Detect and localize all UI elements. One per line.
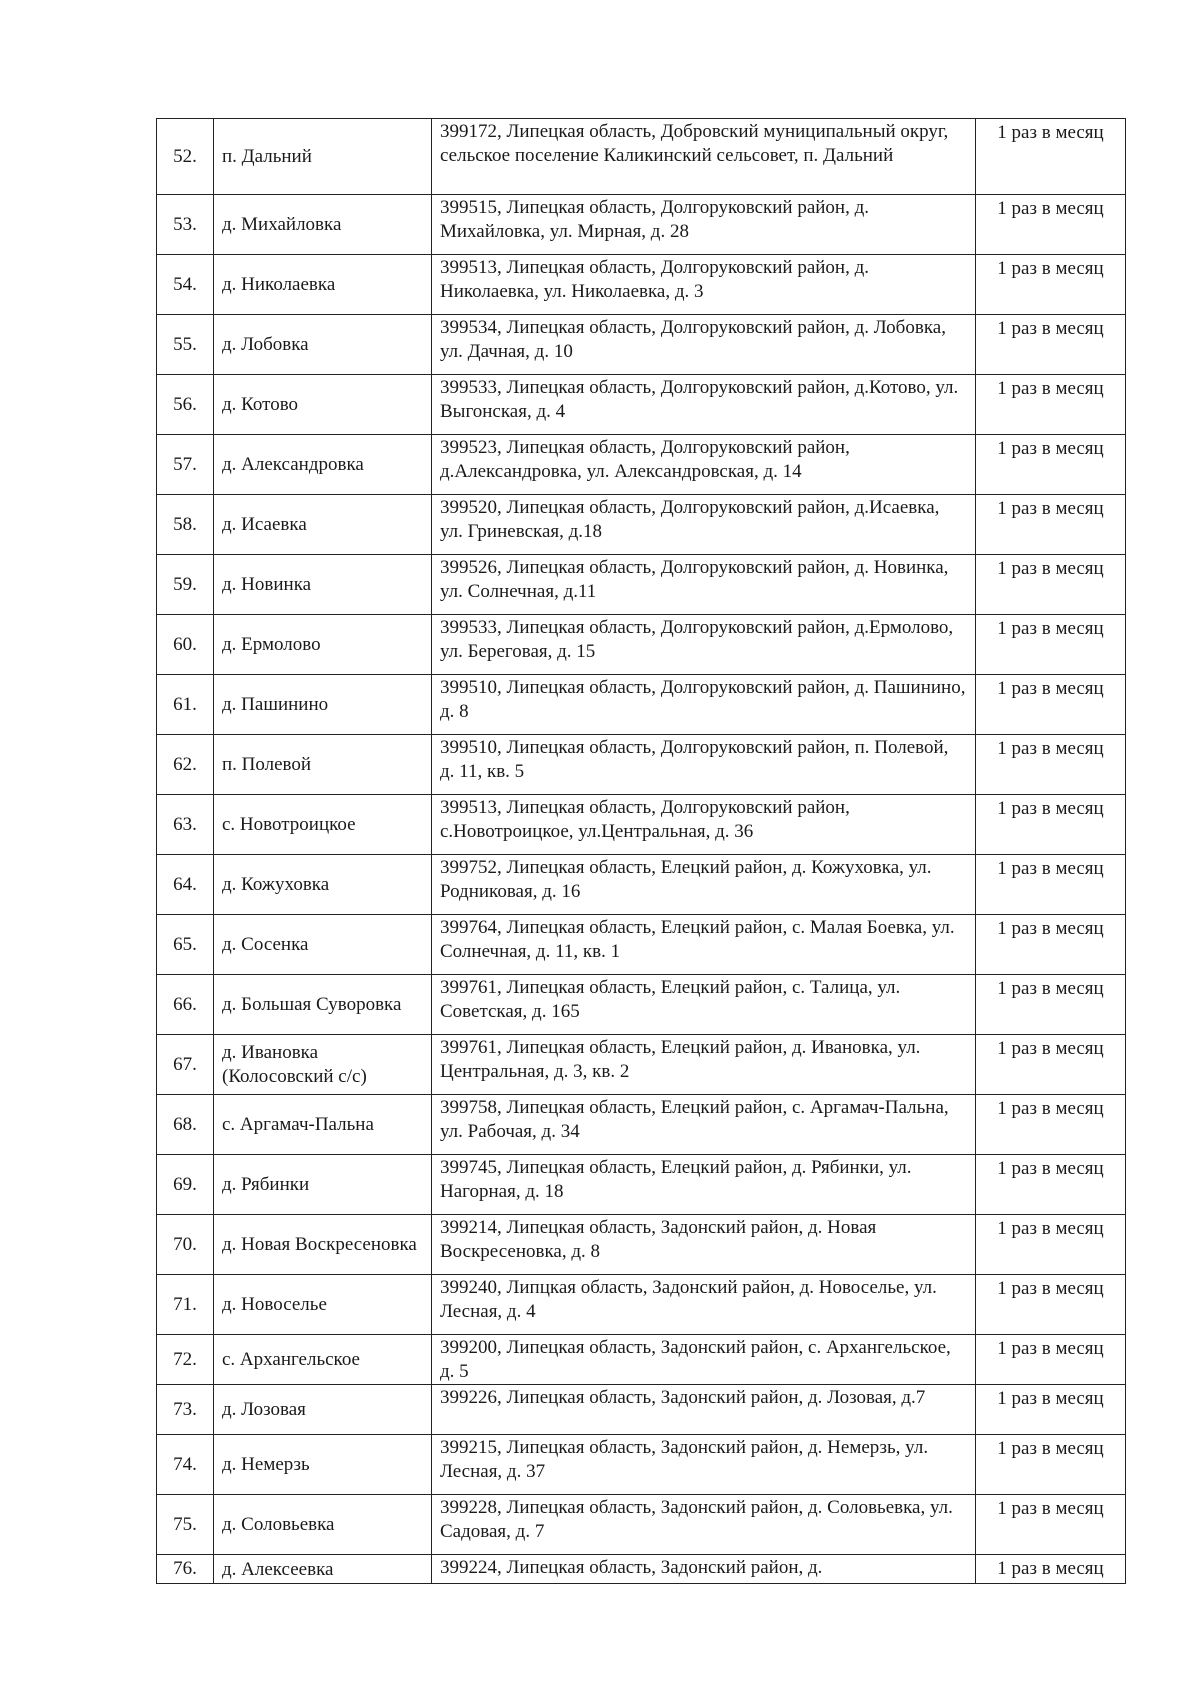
row-number: 54.: [157, 255, 214, 315]
settlement-address: 399513, Липецкая область, Долгоруковский район, с.Новотроицкое, ул.Центральная, д. 36: [432, 795, 976, 855]
settlement-address: 399764, Липецкая область, Елецкий район, с. Малая Боевка, ул. Солнечная, д. 11, кв. 1: [432, 915, 976, 975]
settlement-address: 399510, Липецкая область, Долгоруковский район, п. Полевой, д. 11, кв. 5: [432, 735, 976, 795]
table-row: [157, 315, 1126, 375]
settlement-address: 399224, Липецкая область, Задонский район, д.: [432, 1555, 976, 1584]
table-row: [157, 1335, 1126, 1385]
settlement-address: 399752, Липецкая область, Елецкий район, д. Кожуховка, ул. Родниковая, д. 16: [432, 855, 976, 915]
row-number: 76.: [157, 1555, 214, 1584]
settlement-address: 399534, Липецкая область, Долгоруковский район, д. Лобовка, ул. Дачная, д. 10: [432, 315, 976, 375]
settlement-address: 399533, Липецкая область, Долгоруковский район, д.Котово, ул. Выгонская, д. 4: [432, 375, 976, 435]
settlement-address: 399515, Липецкая область, Долгоруковский район, д. Михайловка, ул. Мирная, д. 28: [432, 195, 976, 255]
settlement-name: с. Новотроицкое: [214, 795, 432, 855]
settlement-name: д. Рябинки: [214, 1155, 432, 1215]
settlement-name: д. Котово: [214, 375, 432, 435]
visit-frequency: 1 раз в месяц: [976, 675, 1126, 735]
table-row: [157, 795, 1126, 855]
row-number: 53.: [157, 195, 214, 255]
settlement-name: п. Полевой: [214, 735, 432, 795]
visit-frequency: 1 раз в месяц: [976, 375, 1126, 435]
settlement-address: 399513, Липецкая область, Долгоруковский район, д. Николаевка, ул. Николаевка, д. 3: [432, 255, 976, 315]
settlement-name: д. Исаевка: [214, 495, 432, 555]
settlement-address: 399520, Липецкая область, Долгоруковский район, д.Исаевка, ул. Гриневская, д.18: [432, 495, 976, 555]
table-row: [157, 495, 1126, 555]
table-row: [157, 1555, 1126, 1584]
visit-frequency: 1 раз в месяц: [976, 495, 1126, 555]
row-number: 63.: [157, 795, 214, 855]
row-number: 55.: [157, 315, 214, 375]
visit-frequency: 1 раз в месяц: [976, 795, 1126, 855]
row-number: 64.: [157, 855, 214, 915]
row-number: 57.: [157, 435, 214, 495]
visit-frequency: 1 раз в месяц: [976, 555, 1126, 615]
document-page: [156, 118, 1125, 1584]
visit-frequency: 1 раз в месяц: [976, 1385, 1126, 1435]
table-row: [157, 1155, 1126, 1215]
visit-frequency: 1 раз в месяц: [976, 119, 1126, 195]
settlement-name: с. Архангельское: [214, 1335, 432, 1385]
settlement-name: д. Александровка: [214, 435, 432, 495]
table-row: [157, 375, 1126, 435]
settlement-name: д. Соловьевка: [214, 1495, 432, 1555]
settlement-address: 399226, Липецкая область, Задонский район, д. Лозовая, д.7: [432, 1385, 976, 1435]
settlement-name: д. Алексеевка: [214, 1555, 432, 1584]
visit-frequency: 1 раз в месяц: [976, 1275, 1126, 1335]
table-row: [157, 675, 1126, 735]
row-number: 68.: [157, 1095, 214, 1155]
table-row: [157, 1035, 1126, 1095]
table-row: [157, 735, 1126, 795]
settlement-address: 399758, Липецкая область, Елецкий район, с. Аргамач-Пальна, ул. Рабочая, д. 34: [432, 1095, 976, 1155]
row-number: 67.: [157, 1035, 214, 1095]
visit-frequency: 1 раз в месяц: [976, 1335, 1126, 1385]
settlement-name: д. Новинка: [214, 555, 432, 615]
settlement-name: д. Кожуховка: [214, 855, 432, 915]
row-number: 62.: [157, 735, 214, 795]
settlement-name: д. Пашинино: [214, 675, 432, 735]
row-number: 60.: [157, 615, 214, 675]
row-number: 52.: [157, 119, 214, 195]
settlement-address: 399200, Липецкая область, Задонский район, с. Архангельское, д. 5: [432, 1335, 976, 1385]
table-row: [157, 1495, 1126, 1555]
row-number: 73.: [157, 1385, 214, 1435]
settlement-address: 399533, Липецкая область, Долгоруковский район, д.Ермолово, ул. Береговая, д. 15: [432, 615, 976, 675]
table-row: [157, 119, 1126, 195]
row-number: 58.: [157, 495, 214, 555]
table-row: [157, 555, 1126, 615]
table-row: [157, 855, 1126, 915]
table-row: [157, 1215, 1126, 1275]
settlement-name: д. Михайловка: [214, 195, 432, 255]
row-number: 56.: [157, 375, 214, 435]
settlement-name: д. Немерзь: [214, 1435, 432, 1495]
schedule-table-body: [157, 119, 1126, 1584]
settlement-name: д. Сосенка: [214, 915, 432, 975]
row-number: 75.: [157, 1495, 214, 1555]
row-number: 61.: [157, 675, 214, 735]
settlement-name: д. Новоселье: [214, 1275, 432, 1335]
settlement-name: д. Лозовая: [214, 1385, 432, 1435]
table-row: [157, 1385, 1126, 1435]
visit-frequency: 1 раз в месяц: [976, 1495, 1126, 1555]
settlement-address: 399510, Липецкая область, Долгоруковский район, д. Пашинино, д. 8: [432, 675, 976, 735]
settlement-address: 399172, Липецкая область, Добровский муниципальный округ, сельское поселение Каликинский сельсовет, п. Дальний: [432, 119, 976, 195]
settlement-name: п. Дальний: [214, 119, 432, 195]
table-row: [157, 975, 1126, 1035]
table-row: [157, 1095, 1126, 1155]
visit-frequency: 1 раз в месяц: [976, 255, 1126, 315]
table-row: [157, 195, 1126, 255]
row-number: 65.: [157, 915, 214, 975]
settlement-address: 399214, Липецкая область, Задонский район, д. Новая Воскресеновка, д. 8: [432, 1215, 976, 1275]
table-row: [157, 255, 1126, 315]
visit-frequency: 1 раз в месяц: [976, 315, 1126, 375]
settlement-address: 399526, Липецкая область, Долгоруковский район, д. Новинка, ул. Солнечная, д.11: [432, 555, 976, 615]
settlement-name: д. Лобовка: [214, 315, 432, 375]
row-number: 59.: [157, 555, 214, 615]
visit-frequency: 1 раз в месяц: [976, 1095, 1126, 1155]
table-row: [157, 435, 1126, 495]
visit-frequency: 1 раз в месяц: [976, 855, 1126, 915]
visit-frequency: 1 раз в месяц: [976, 195, 1126, 255]
table-row: [157, 1275, 1126, 1335]
visit-frequency: 1 раз в месяц: [976, 975, 1126, 1035]
visit-frequency: 1 раз в месяц: [976, 615, 1126, 675]
row-number: 69.: [157, 1155, 214, 1215]
schedule-table: [156, 118, 1126, 1584]
settlement-name: с. Аргамач-Пальна: [214, 1095, 432, 1155]
row-number: 71.: [157, 1275, 214, 1335]
visit-frequency: 1 раз в месяц: [976, 435, 1126, 495]
settlement-address: 399761, Липецкая область, Елецкий район, д. Ивановка, ул. Центральная, д. 3, кв. 2: [432, 1035, 976, 1095]
settlement-name: д. Николаевка: [214, 255, 432, 315]
row-number: 74.: [157, 1435, 214, 1495]
settlement-address: 399745, Липецкая область, Елецкий район, д. Рябинки, ул. Нагорная, д. 18: [432, 1155, 976, 1215]
settlement-name: д. Большая Суворовка: [214, 975, 432, 1035]
settlement-name: д. Новая Воскресеновка: [214, 1215, 432, 1275]
settlement-name: д. Ивановка (Колосовский с/с): [214, 1035, 432, 1095]
visit-frequency: 1 раз в месяц: [976, 1435, 1126, 1495]
table-row: [157, 915, 1126, 975]
visit-frequency: 1 раз в месяц: [976, 1215, 1126, 1275]
table-row: [157, 1435, 1126, 1495]
settlement-address: 399215, Липецкая область, Задонский район, д. Немерзь, ул. Лесная, д. 37: [432, 1435, 976, 1495]
row-number: 70.: [157, 1215, 214, 1275]
settlement-address: 399228, Липецкая область, Задонский район, д. Соловьевка, ул. Садовая, д. 7: [432, 1495, 976, 1555]
row-number: 66.: [157, 975, 214, 1035]
row-number: 72.: [157, 1335, 214, 1385]
visit-frequency: 1 раз в месяц: [976, 915, 1126, 975]
settlement-address: 399761, Липецкая область, Елецкий район, с. Талица, ул. Советская, д. 165: [432, 975, 976, 1035]
settlement-address: 399240, Липцкая область, Задонский район, д. Новоселье, ул. Лесная, д. 4: [432, 1275, 976, 1335]
table-row: [157, 615, 1126, 675]
visit-frequency: 1 раз в месяц: [976, 735, 1126, 795]
visit-frequency: 1 раз в месяц: [976, 1155, 1126, 1215]
visit-frequency: 1 раз в месяц: [976, 1555, 1126, 1584]
visit-frequency: 1 раз в месяц: [976, 1035, 1126, 1095]
settlement-name: д. Ермолово: [214, 615, 432, 675]
settlement-address: 399523, Липецкая область, Долгоруковский район, д.Александровка, ул. Александровская, д. 14: [432, 435, 976, 495]
